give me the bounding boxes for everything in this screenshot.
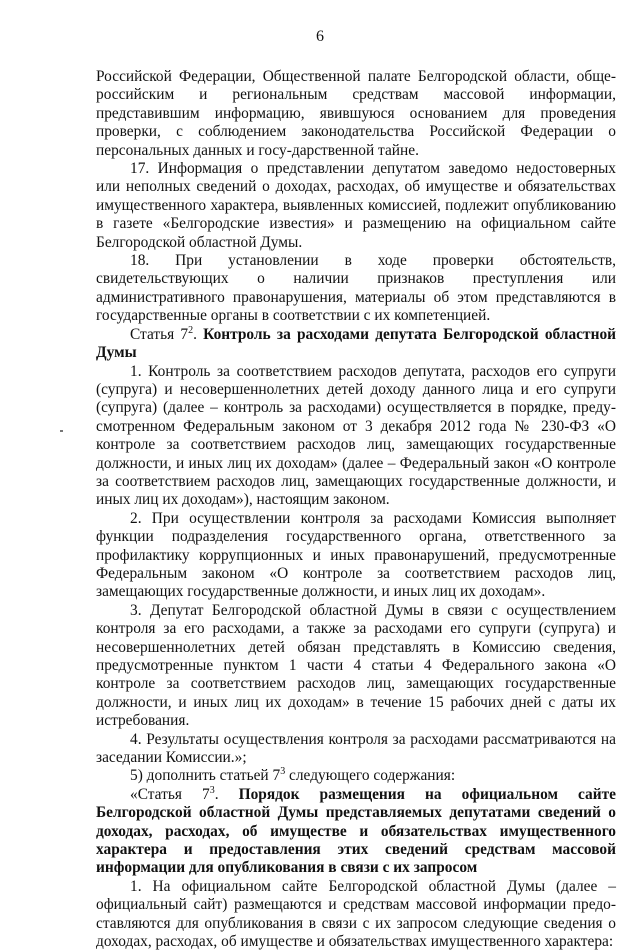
paragraph [96,878,616,952]
scan-speck [60,430,63,432]
text-run: 5) дополнить статьей 7 [130,767,281,785]
text-run: «Статья 7 [130,785,210,803]
text-run: 2. При осуществлении контроля за расходами Комиссия выполняет функции подразделения государственного органа, ответственного за профилактику коррупционных и иных правонарушений, предусмотренные Федеральным законом «О контроле за соответствием расходов лиц, замещающих государственные должности, и иных лиц их доходам». [96,509,616,601]
superscript: 3 [280,766,286,778]
paragraph [96,363,616,510]
paragraph [96,252,616,326]
text-run: Статья 7 [130,325,189,343]
text-run: 18. При установлении в ходе проверки обстоятельств, свидетельствующих о наличии признаков преступления или административного правонарушения, материалы об этом представляются в государственные органы в соответствии с их компетенцией. [96,252,616,325]
text-run: следующего содержания: [285,767,456,785]
paragraph [96,510,616,602]
paragraph [96,68,616,160]
superscript: 2 [188,324,194,336]
paragraph [96,326,616,363]
superscript: 3 [209,784,215,796]
text-run: 3. Депутат Белгородской областной Думы в связи с осуществлением контроля за его расходами, а также за расходами его супруги (супруга) и несовершеннолетних детей обязан представлять в Комиссию сведения, предусмотренные пунктом 1 части 4 статьи 4 Федерального закона «О контроле за соответствием расходов лиц, замещающих государственные должности, и иных лиц их доходам» в течение 15 рабочих дней с даты их истребования. [96,601,616,730]
paragraph [96,602,616,731]
document-body [96,68,616,952]
text-run: 17. Информация о представлении депутатом заведомо недостоверных или неполных сведений о доходах, расходах, об имуществе и обязательствах имущественного характера, выявленных комиссией, подлежит опубликованию в газете «Белгородские известия» и размещению на официальном сайте Белгородской областной Думы. [96,160,616,251]
paragraph [96,767,616,785]
bold-text: Порядок размещения на официальном сайте Белгородской областной Думы представляемых депутатами сведений о доходах, расходах, об имуществе и обязательствах имущественного характера и предоставления этих сведений средствам массовой информации для опубликования в связи с их запросом [96,785,616,877]
text-run: 1. На официальном сайте Белгородской областной Думы (далее – официальный сайт) размещаются и средствам массовой информации предо-ставляются для опубликования в связи с их запросом следующие сведения о доходах, расходах, об имуществе и обязательствах имущественного характера: [96,877,616,951]
text-run: Российской Федерации, Общественной палате Белгородской области, обще-российским и региональным средствам массовой информации, представившим информацию, явившуюся основанием для проведения проверки, с соблюдением законодательства Российской Федерации о персональных данных и госу-дарственной тайне. [96,68,616,159]
page-number: 6 [316,28,324,45]
paragraph [96,160,616,252]
text-run: 1. Контроль за соответствием расходов депутата, расходов его супруги (супруга) и несовершеннолетних детей доходу данного лица и его супруги (супруга) (далее – контроль за расходами) осуществляется в порядке, преду-смотренном Федеральным законом от 3 декабря 2012 года № 230-ФЗ «О контроле за соответствием расходов лиц, замещающих государственные должности, и иных лиц их доходам» (далее – Федеральный закон «О контроле за соответствием расходов лиц, замещающих государственные должности, и иных лиц их доходам»), настоящим законом. [96,362,616,509]
bold-text: Контроль за расходами депутата Белгородской областной Думы [96,325,617,362]
paragraph [96,731,616,768]
paragraph [96,786,616,878]
text-run: 4. Результаты осуществления контроля за расходами рассматриваются на заседании Комиссии.»; [96,730,616,767]
text-run: . [193,325,204,343]
text-run: . [214,785,239,803]
